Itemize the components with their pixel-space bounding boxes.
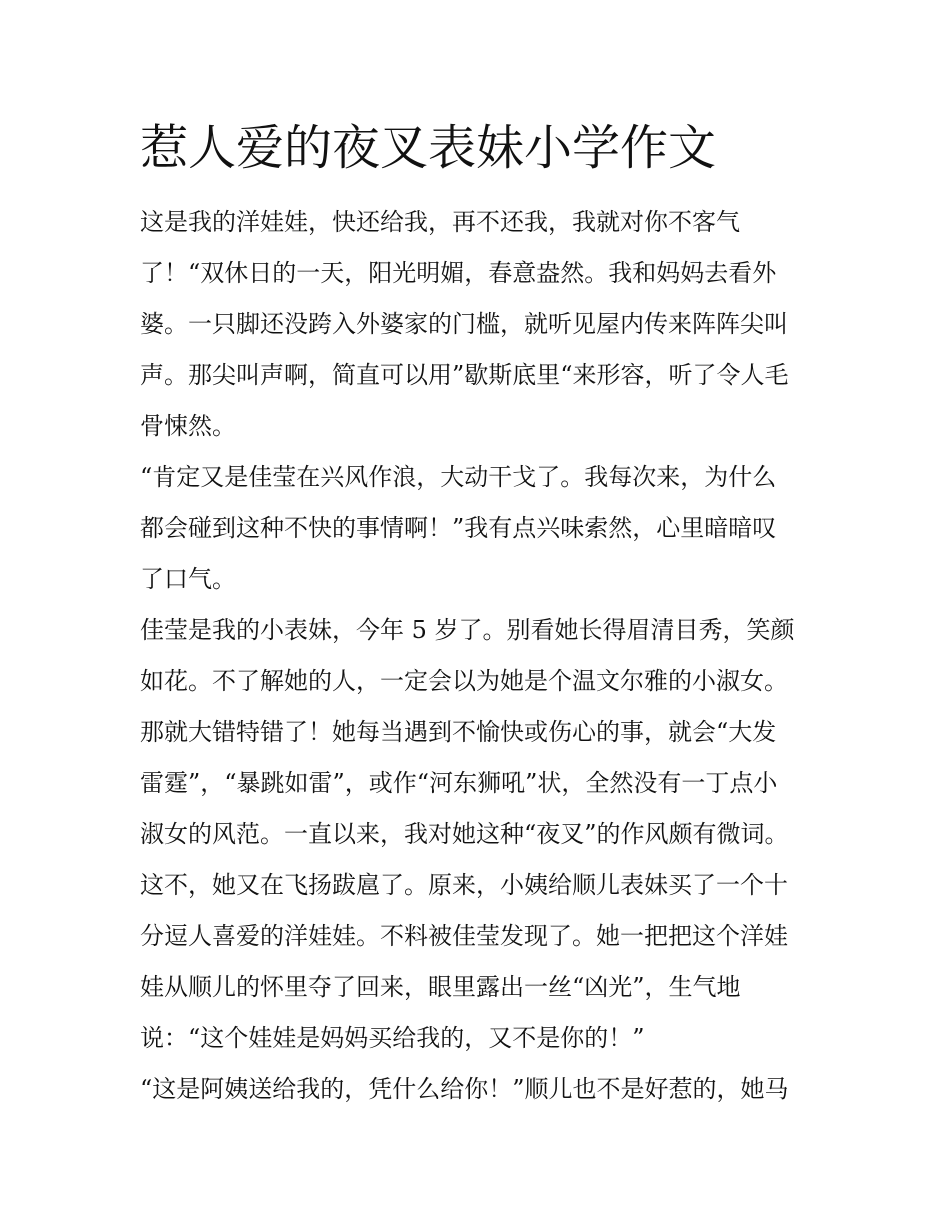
text-line: “肯定又是佳莹在兴风作浪，大动干戈了。我每次来，为什么 (140, 463, 777, 491)
text-line: 都会碰到这种不快的事情啊！”我有点兴味索然，心里暗暗叹 (140, 514, 777, 542)
text-line: 说：“这个娃娃是妈妈买给我的，又不是你的！” (140, 1024, 645, 1052)
text-line: 声。那尖叫声啊，简直可以用”歇斯底里“来形容，听了令人毛 (140, 361, 789, 389)
text-line: 娃从顺儿的怀里夺了回来，眼里露出一丝“凶光”，生气地 (140, 973, 741, 1001)
text-line: 骨悚然。 (140, 412, 236, 440)
text-line: 了口气。 (140, 565, 236, 593)
text-line: 如花。不了解她的人，一定会以为她是个温文尔雅的小淑女。 (140, 667, 788, 695)
document-body (140, 197, 820, 1115)
text-line: 分逗人喜爱的洋娃娃。不料被佳莹发现了。她一把把这个洋娃 (140, 922, 788, 950)
text-line: 这不，她又在飞扬跋扈了。原来，小姨给顺儿表妹买了一个十 (140, 871, 788, 899)
text-line: 了！“双休日的一天，阳光明媚，春意盎然。我和妈妈去看外 (140, 259, 777, 287)
text-line: 这是我的洋娃娃，快还给我，再不还我，我就对你不客气 (140, 208, 740, 236)
text-line: 佳莹是我的小表妹，今年 5 岁了。别看她长得眉清目秀，笑颜 (140, 616, 795, 644)
text-line: 雷霆”，“暴跳如雷”，或作“河东狮吼”状，全然没有一丁点小 (140, 769, 778, 797)
text-line: 婆。一只脚还没跨入外婆家的门槛，就听见屋内传来阵阵尖叫 (140, 310, 788, 338)
text-line: 那就大错特错了！她每当遇到不愉快或伤心的事，就会“大发 (140, 718, 777, 746)
text-line: “这是阿姨送给我的，凭什么给你！”顺儿也不是好惹的，她马 (140, 1075, 789, 1103)
document-title: 惹人爱的夜叉表妹小学作文 (140, 120, 717, 176)
text-line: 淑女的风范。一直以来，我对她这种“夜叉”的作风颇有微词。 (140, 820, 789, 848)
